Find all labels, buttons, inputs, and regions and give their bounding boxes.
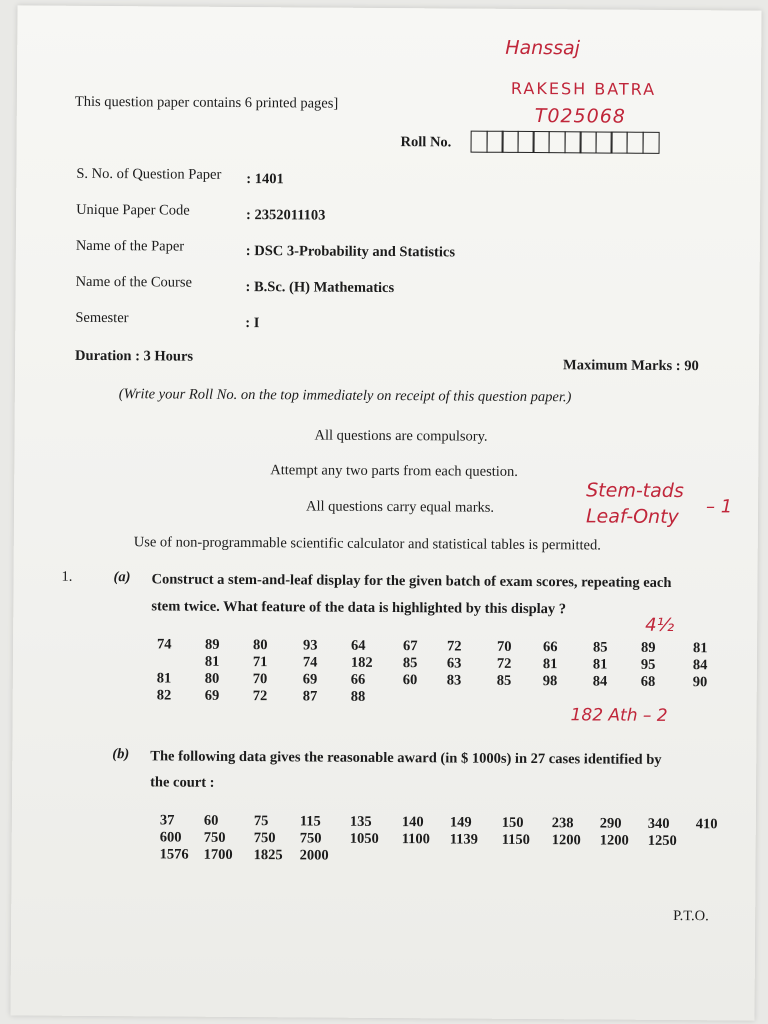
meta-label: Semester [75, 309, 129, 327]
award-data-table [160, 812, 726, 867]
pages-line: This question paper contains 6 printed pages] [74, 93, 339, 112]
meta-value: : B.Sc. (H) Mathematics [245, 279, 395, 297]
table-cell: 1150 [501, 831, 530, 849]
handwritten-roll: T025068 [534, 105, 626, 128]
table-cell: 150 [501, 814, 524, 831]
table-cell: 66 [543, 639, 558, 656]
duration: Duration : 3 Hours [75, 347, 194, 365]
table-cell: 66 [350, 671, 366, 688]
table-cell: 63 [446, 655, 462, 672]
instruction-compulsory: All questions are compulsory. [314, 427, 488, 445]
roll-box [580, 131, 597, 153]
table-cell: 1050 [349, 830, 379, 847]
table-cell [450, 848, 502, 865]
table-cell [350, 848, 402, 865]
table-cell: 750 [299, 830, 322, 847]
roll-box [486, 131, 503, 153]
table-cell: 69 [204, 687, 220, 704]
part-a-line2: stem twice. What feature of the data is highlighted by this display ? [151, 598, 567, 618]
table-cell: 98 [542, 673, 558, 690]
table-cell: 1200 [599, 832, 629, 849]
table-cell [552, 849, 600, 866]
table-cell: 70 [497, 638, 512, 655]
table-cell: 1825 [253, 847, 283, 864]
table-cell: 290 [599, 815, 622, 832]
table-cell: 84 [592, 673, 608, 690]
instruction-attempt: Attempt any two parts from each question. [270, 462, 519, 480]
meta-label: Name of the Course [75, 273, 193, 291]
table-cell: 82 [156, 687, 172, 704]
table-cell: 90 [692, 674, 708, 691]
instruction-equal: All questions carry equal marks. [305, 498, 495, 516]
table-cell: 115 [299, 813, 321, 830]
table-cell [696, 833, 726, 850]
table-cell: 81 [156, 670, 172, 687]
table-cell: 750 [203, 829, 226, 846]
instruction-calculator: Use of non-programmable scientific calculator and statistical tables is permitted. [133, 534, 601, 554]
meta-value: : I [245, 315, 260, 332]
roll-box [627, 132, 644, 154]
table-row [160, 846, 726, 867]
table-cell: 68 [640, 673, 656, 690]
roll-label: Roll No. [400, 134, 452, 151]
table-cell: 140 [401, 814, 424, 831]
table-cell: 83 [446, 672, 462, 689]
table-cell: 81 [542, 656, 558, 673]
part-a-line1: Construct a stem-and-leaf display for the given batch of exam scores, repeating each [151, 571, 672, 591]
table-cell: 88 [350, 688, 366, 705]
table-cell [403, 689, 447, 706]
handwritten-note-minus: – 1 [705, 496, 733, 518]
table-cell [696, 850, 726, 867]
table-cell [502, 849, 552, 866]
roll-box [533, 131, 550, 153]
part-b-line1: The following data gives the reasonable award (in $ 1000s) in 27 cases identified by [150, 748, 662, 768]
roll-box [517, 131, 534, 153]
table-cell: 1200 [551, 832, 581, 849]
table-cell: 70 [252, 671, 268, 688]
roll-box [502, 131, 519, 153]
part-b-line2: the court : [150, 774, 215, 791]
table-cell [447, 689, 497, 706]
table-cell: 750 [253, 830, 276, 847]
table-cell: 1576 [159, 846, 189, 863]
exam-scores-table [157, 636, 723, 708]
part-b-label: (b) [112, 746, 130, 763]
table-cell: 84 [692, 657, 708, 674]
table-cell [693, 691, 723, 708]
roll-number-boxes [471, 131, 658, 154]
table-cell: 72 [252, 688, 268, 705]
table-cell: 340 [647, 815, 670, 832]
table-cell: 75 [253, 813, 269, 830]
meta-value: : 2352011103 [246, 207, 326, 224]
table-cell: 80 [253, 637, 268, 654]
table-cell: 149 [449, 814, 472, 831]
table-cell: 80 [204, 670, 220, 687]
question-paper [10, 5, 761, 1020]
table-cell: 67 [403, 638, 418, 655]
table-cell: 87 [302, 688, 318, 705]
handwritten-note-182: 182 Ath – 2 [570, 705, 668, 726]
table-cell: 89 [205, 636, 220, 653]
handwritten-student-name: RAKESH BATRA [510, 78, 657, 99]
roll-box [642, 132, 659, 154]
table-cell: 85 [402, 655, 418, 672]
question-number: 1. [61, 568, 73, 585]
table-cell: 60 [203, 812, 219, 829]
meta-value: : 1401 [246, 171, 284, 188]
table-cell: 37 [159, 812, 175, 829]
table-cell: 85 [496, 672, 512, 689]
table-cell: 72 [447, 638, 462, 655]
table-cell: 2000 [299, 847, 329, 864]
roll-note: (Write your Roll No. on the top immediately on receipt of this question paper.) [118, 386, 572, 406]
table-cell: 135 [349, 813, 372, 830]
handwritten-note-stem: Stem-tads [586, 479, 684, 503]
maximum-marks: Maximum Marks : 90 [562, 357, 699, 375]
meta-label: Name of the Paper [75, 237, 185, 255]
table-cell: 1700 [203, 846, 233, 863]
table-cell: 81 [592, 656, 608, 673]
table-cell: 81 [204, 653, 220, 670]
table-cell [402, 848, 450, 865]
table-cell: 81 [693, 640, 708, 657]
roll-box [471, 131, 488, 153]
table-cell: 72 [496, 655, 512, 672]
table-cell: 89 [641, 639, 656, 656]
meta-value: : DSC 3-Probability and Statistics [245, 243, 456, 261]
handwritten-note-leaf: Leaf-Onty [585, 505, 679, 529]
table-cell: 182 [350, 654, 373, 671]
table-cell: 410 [695, 816, 718, 833]
table-cell: 85 [593, 639, 608, 656]
table-cell: 71 [252, 654, 268, 671]
handwritten-marks: 4½ [645, 614, 675, 637]
table-cell: 95 [640, 656, 656, 673]
table-cell: 238 [551, 815, 574, 832]
table-cell: 1250 [647, 832, 677, 850]
table-cell: 60 [402, 672, 418, 689]
table-cell: 1139 [449, 831, 478, 848]
table-cell: 74 [302, 654, 318, 671]
handwritten-name: Hanssaj [505, 36, 581, 60]
table-cell [157, 653, 205, 670]
table-cell: 69 [302, 671, 318, 688]
part-a-label: (a) [113, 569, 131, 586]
roll-box [549, 131, 566, 153]
meta-label: Unique Paper Code [76, 201, 190, 219]
table-cell [600, 849, 648, 866]
table-cell [497, 690, 543, 707]
table-cell [648, 850, 696, 867]
table-cell: 600 [159, 829, 182, 846]
table-cell: 93 [303, 637, 318, 654]
roll-box [595, 131, 612, 153]
table-cell: 64 [351, 637, 366, 654]
meta-label: S. No. of Question Paper [76, 165, 222, 183]
pto: P.T.O. [673, 908, 709, 925]
table-cell: 1100 [401, 831, 430, 848]
roll-box [611, 132, 628, 154]
roll-box [564, 131, 581, 153]
table-cell: 74 [157, 636, 172, 653]
